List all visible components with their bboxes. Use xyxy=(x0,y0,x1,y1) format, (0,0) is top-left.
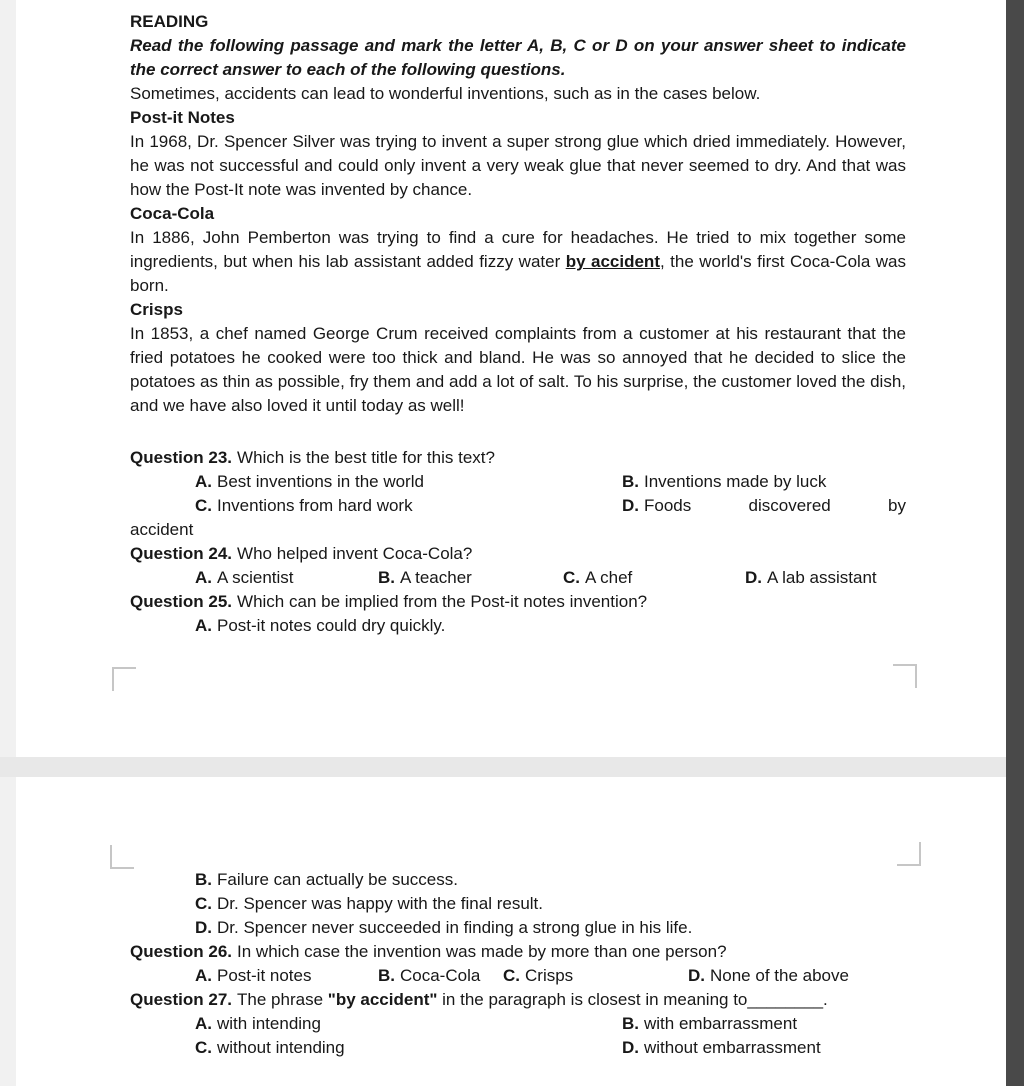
q27-option-b-label: B. xyxy=(622,1014,639,1033)
q24-option-b xyxy=(378,566,563,590)
q23-option-c xyxy=(195,494,622,518)
q25-option-d xyxy=(130,916,906,940)
reading-instruction: Read the following passage and mark the letter A, B, C or D on your answer sheet to indicate the correct answer to each of the following questions. xyxy=(130,36,906,79)
q26-option-d xyxy=(688,964,906,988)
page-divider-band xyxy=(0,757,1006,777)
q24-heading xyxy=(130,542,906,566)
crop-mark-top-left xyxy=(112,667,136,691)
q27-options-row-2 xyxy=(130,1036,906,1060)
q24-options-row xyxy=(130,566,906,590)
q23-text: Which is the best title for this text? xyxy=(237,448,495,467)
q25-number: Question 25. xyxy=(130,592,233,611)
q23-option-b xyxy=(622,470,906,494)
q25-option-c-label: C. xyxy=(195,894,212,913)
q27-number: Question 27. xyxy=(130,990,233,1009)
by-accident-highlight: by accident xyxy=(565,252,660,271)
q27-option-d-text: without embarrassment xyxy=(644,1038,821,1057)
q23-option-a-label: A. xyxy=(195,472,212,491)
passage-heading-cocacola: Coca-Cola xyxy=(130,204,215,223)
q24-option-d-label: D. xyxy=(745,568,762,587)
q27-option-d xyxy=(622,1036,906,1060)
q24-option-a xyxy=(195,566,378,590)
q25-option-b xyxy=(130,868,906,892)
q26-option-a-text: Post-it notes xyxy=(217,966,312,985)
upper-page-section xyxy=(130,10,906,638)
q26-option-b xyxy=(378,964,503,988)
crop-mark-bottom-right xyxy=(897,842,921,866)
q26-option-d-label: D. xyxy=(688,966,705,985)
q23-heading xyxy=(130,446,906,470)
q27-option-c-label: C. xyxy=(195,1038,212,1057)
q26-option-c xyxy=(503,964,688,988)
q24-text: Who helped invent Coca-Cola? xyxy=(237,544,473,563)
passage-body-cocacola xyxy=(130,226,906,298)
q25-option-c xyxy=(130,892,906,916)
q25-option-b-text: Failure can actually be success. xyxy=(217,870,458,889)
lower-page-section xyxy=(130,868,906,1060)
q23-option-d-continuation: accident xyxy=(130,520,194,539)
q24-option-b-text: A teacher xyxy=(400,568,472,587)
q26-heading xyxy=(130,940,906,964)
q23-option-d-label: D. xyxy=(622,496,639,515)
q25-option-c-text: Dr. Spencer was happy with the final result. xyxy=(217,894,543,913)
q25-heading xyxy=(130,590,906,614)
q27-option-d-label: D. xyxy=(622,1038,639,1057)
q25-option-d-label: D. xyxy=(195,918,212,937)
q24-option-d-text: A lab assistant xyxy=(767,568,877,587)
left-edge-shade xyxy=(0,0,16,1086)
q23-options-row-1 xyxy=(130,470,906,494)
section-title: READING xyxy=(130,12,209,31)
question-25-block xyxy=(130,590,906,638)
q23-options-row-2 xyxy=(130,494,906,518)
q24-option-a-text: A scientist xyxy=(217,568,294,587)
passage-heading-crisps: Crisps xyxy=(130,300,183,319)
question-26-block xyxy=(130,940,906,988)
q24-option-c xyxy=(563,566,745,590)
q25-option-a-label: A. xyxy=(195,616,212,635)
q26-option-b-label: B. xyxy=(378,966,395,985)
q24-option-c-text: A chef xyxy=(585,568,633,587)
q26-option-d-text: None of the above xyxy=(710,966,849,985)
q27-option-b-text: with embarrassment xyxy=(644,1014,798,1033)
q27-option-c xyxy=(195,1036,622,1060)
q23-option-b-text: Inventions made by luck xyxy=(644,472,827,491)
q26-option-a xyxy=(195,964,378,988)
q23-option-d-text: Foods discovered by xyxy=(644,496,906,515)
q27-option-a xyxy=(195,1012,622,1036)
q27-text-end: in the paragraph is closest in meaning to________. xyxy=(437,990,828,1009)
q23-option-c-label: C. xyxy=(195,496,212,515)
question-23-block xyxy=(130,446,906,542)
cocacola-text-end: , the world's first Coca-Cola was born. xyxy=(130,252,906,295)
q23-option-c-text: Inventions from hard work xyxy=(217,496,413,515)
q25-option-d-text: Dr. Spencer never succeeded in finding a strong glue in his life. xyxy=(217,918,693,937)
q27-option-a-text: with intending xyxy=(217,1014,321,1033)
question-27-block xyxy=(130,988,906,1060)
q26-option-a-label: A. xyxy=(195,966,212,985)
q26-options-row xyxy=(130,964,906,988)
q27-heading xyxy=(130,988,906,1012)
q27-option-c-text: without intending xyxy=(217,1038,345,1057)
q25-option-a-text: Post-it notes could dry quickly. xyxy=(217,616,446,635)
passage-body-crisps: In 1853, a chef named George Crum received complaints from a customer at his restaurant that the fried potatoes he cooked were too thick and bland. He was so annoyed that he decided to slice the potatoes as thin as possible, fry them and add a lot of salt. To his surprise, the customer loved the dish, and we have also loved it until today as well! xyxy=(130,324,906,415)
q27-option-b xyxy=(622,1012,906,1036)
q27-phrase: "by accident" xyxy=(327,990,438,1009)
q24-option-b-label: B. xyxy=(378,568,395,587)
cocacola-text-start: In 1886, John Pemberton was trying to find a cure for headaches. He tried to mix together some ingredients, but when his lab assistant added fizzy water xyxy=(130,228,906,271)
q24-option-c-label: C. xyxy=(563,568,580,587)
q26-text: In which case the invention was made by more than one person? xyxy=(237,942,727,961)
q27-text-start: The phrase xyxy=(237,990,328,1009)
q27-options-row-1 xyxy=(130,1012,906,1036)
passage-heading-postit: Post-it Notes xyxy=(130,108,235,127)
q23-number: Question 23. xyxy=(130,448,233,467)
crop-mark-top-right xyxy=(893,664,917,688)
q26-option-c-label: C. xyxy=(503,966,520,985)
q26-option-c-text: Crisps xyxy=(525,966,574,985)
q25-option-a xyxy=(130,614,906,638)
question-24-block xyxy=(130,542,906,590)
q24-number: Question 24. xyxy=(130,544,233,563)
q23-option-a xyxy=(195,470,622,494)
right-edge-bar xyxy=(1006,0,1024,1086)
q24-option-d xyxy=(745,566,906,590)
q26-option-b-text: Coca-Cola xyxy=(400,966,481,985)
passage-body-postit: In 1968, Dr. Spencer Silver was trying to invent a super strong glue which dried immediately. However, he was not successful and could only invent a very weak glue that never seemed to dry. And that was how the Post-It note was invented by chance. xyxy=(130,132,906,199)
q25-text: Which can be implied from the Post-it notes invention? xyxy=(237,592,648,611)
q23-option-a-text: Best inventions in the world xyxy=(217,472,424,491)
q23-option-d xyxy=(622,494,906,518)
q24-option-a-label: A. xyxy=(195,568,212,587)
intro-text: Sometimes, accidents can lead to wonderful inventions, such as in the cases below. xyxy=(130,84,761,103)
crop-mark-bottom-left xyxy=(110,845,134,869)
q23-option-b-label: B. xyxy=(622,472,639,491)
q26-number: Question 26. xyxy=(130,942,233,961)
q27-option-a-label: A. xyxy=(195,1014,212,1033)
q25-option-b-label: B. xyxy=(195,870,212,889)
